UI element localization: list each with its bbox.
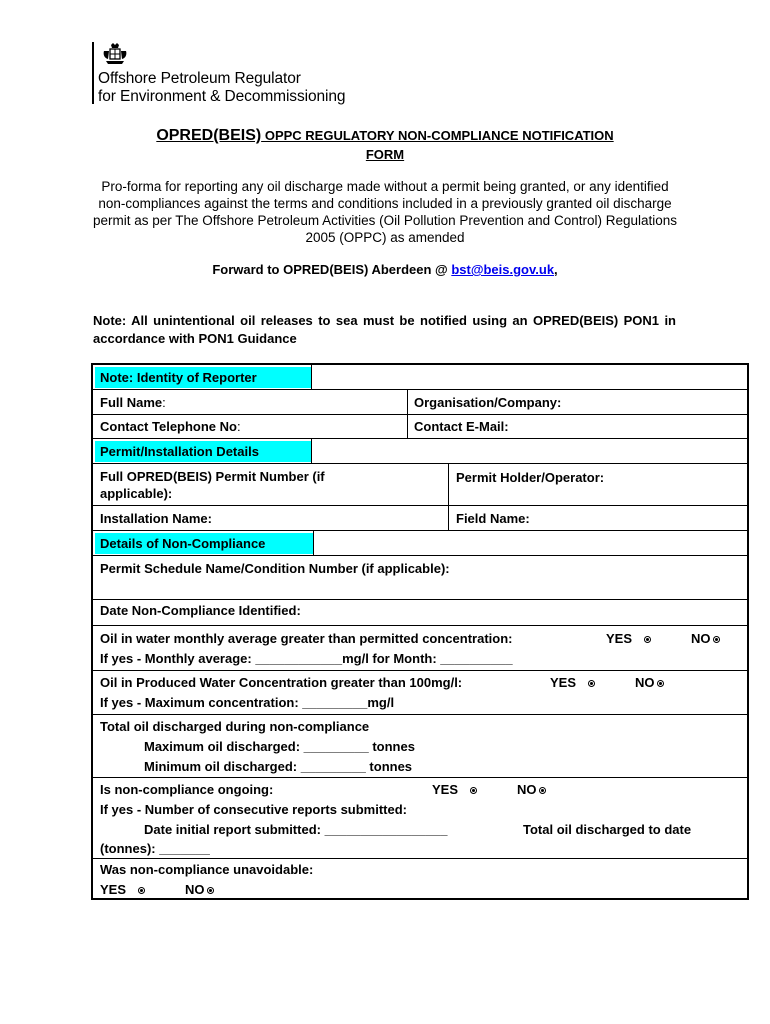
permit-schedule-field[interactable]: Permit Schedule Name/Condition Number (if applicable): [100,561,450,576]
ongoing-no-option[interactable] [517,780,546,799]
monthly-average-field[interactable]: If yes - Monthly average: ____________mg/l for Month: __________ [100,651,513,666]
permit-number-label-2: applicable): [100,486,173,501]
column-divider [448,463,449,530]
total-to-date-label: Total oil discharged to date [523,822,692,837]
note-paragraph: Note: All unintentional oil releases to sea must be notified using an OPRED(BEIS) PON1 in accordance with PON1 Guidance [93,313,676,346]
radio-icon [713,636,720,643]
section-divider [313,530,314,555]
radio-icon [588,680,595,687]
yes-label: YES [100,882,127,897]
notification-form [91,363,749,900]
row-divider [93,858,747,859]
unavoidable-no-option[interactable] [185,880,214,899]
total-discharged-label: Total oil discharged during non-compliance [100,719,370,734]
org-name-line1: Offshore Petroleum Regulator [98,70,301,87]
forward-text: Forward to OPRED(BEIS) Aberdeen @ [212,262,452,277]
radio-icon [539,787,546,794]
permit-holder-field[interactable]: Permit Holder/Operator: [456,470,605,485]
telephone-colon: : [236,419,241,434]
row-divider [93,438,747,439]
row-divider [93,389,747,390]
email-link[interactable]: bst@beis.gov.uk [451,262,555,277]
date-identified-field[interactable]: Date Non-Compliance Identified: [100,603,301,618]
radio-icon [138,887,145,894]
min-discharged-field[interactable]: Minimum oil discharged: _________ tonnes [144,759,413,774]
section-divider [311,365,312,389]
no-label: NO [635,675,655,690]
forward-line [92,262,678,277]
row-divider [93,463,747,464]
section-permit-header: Permit/Installation Details [95,441,311,462]
pw-no-option[interactable] [635,673,664,692]
installation-name-field[interactable]: Installation Name: [100,511,212,526]
column-divider [407,389,408,438]
permit-number-label-1: Full OPRED(BEIS) Permit Number (if [100,469,325,484]
royal-crest-icon [102,42,128,66]
consecutive-reports-field[interactable]: If yes - Number of consecutive reports submitted: [100,802,408,817]
field-name-field[interactable]: Field Name: [456,511,530,526]
telephone-field[interactable] [100,417,241,436]
tonnes-field[interactable]: (tonnes): _______ [100,841,210,856]
ongoing-question: Is non-compliance ongoing: [100,782,274,797]
organisation-field[interactable]: Organisation/Company: [414,395,562,410]
intro-paragraph: Pro-forma for reporting any oil discharge made without a permit being granted, or any identified non-compliances against the terms and conditions included in a previously granted oil discharge permit as per The Offshore Petroleum Activities (Oil Pollution Prevention and Control) Regulations 2005 (OPPC) as amended [92,179,678,245]
row-divider [93,625,747,626]
section-noncompliance-header: Details of Non-Compliance [95,533,313,554]
row-divider [93,530,747,531]
produced-water-question: Oil in Produced Water Concentration greater than 100mg/l: [100,675,463,690]
oiw-monthly-question: Oil in water monthly average greater than permitted concentration: [100,631,513,646]
date-initial-report-field[interactable]: Date initial report submitted: _________________ [144,822,448,837]
page-title [90,126,680,164]
title-line1: OPPC REGULATORY NON-COMPLIANCE NOTIFICATION [261,128,614,143]
yes-label: YES [550,675,577,690]
full-name-label: Full Name [100,395,163,410]
row-divider [93,777,747,778]
oiw-no-option[interactable] [691,629,720,648]
radio-icon [207,887,214,894]
no-label: NO [517,782,537,797]
row-divider [93,599,747,600]
forward-suffix: , [554,262,558,277]
row-divider [93,555,747,556]
max-concentration-field[interactable]: If yes - Maximum concentration: _________mg/l [100,695,395,710]
radio-icon [644,636,651,643]
no-label: NO [691,631,711,646]
contact-email-field[interactable]: Contact E-Mail: [414,419,509,434]
row-divider [93,714,747,715]
unavoidable-question: Was non-compliance unavoidable: [100,862,314,877]
row-divider [93,505,747,506]
title-prefix: OPRED(BEIS) [156,127,262,144]
radio-icon [657,680,664,687]
telephone-label: Contact Telephone No [100,419,237,434]
row-divider [93,670,747,671]
unavoidable-yes-option[interactable] [100,880,145,899]
yes-label: YES [432,782,459,797]
org-name-line2: for Environment & Decommissioning [98,88,346,105]
ongoing-yes-option[interactable] [432,780,477,799]
full-name-colon: : [162,395,166,410]
logo-divider [92,42,94,104]
full-name-field[interactable] [100,393,166,412]
radio-icon [470,787,477,794]
oiw-yes-option[interactable] [606,629,651,648]
yes-label: YES [606,631,633,646]
no-label: NO [185,882,205,897]
title-line2: FORM [365,147,405,162]
permit-number-field[interactable] [100,468,325,502]
row-divider [93,414,747,415]
max-discharged-field[interactable]: Maximum oil discharged: _________ tonnes [144,739,415,754]
section-reporter-header: Note: Identity of Reporter [95,367,311,388]
pw-yes-option[interactable] [550,673,595,692]
section-divider [311,438,312,463]
